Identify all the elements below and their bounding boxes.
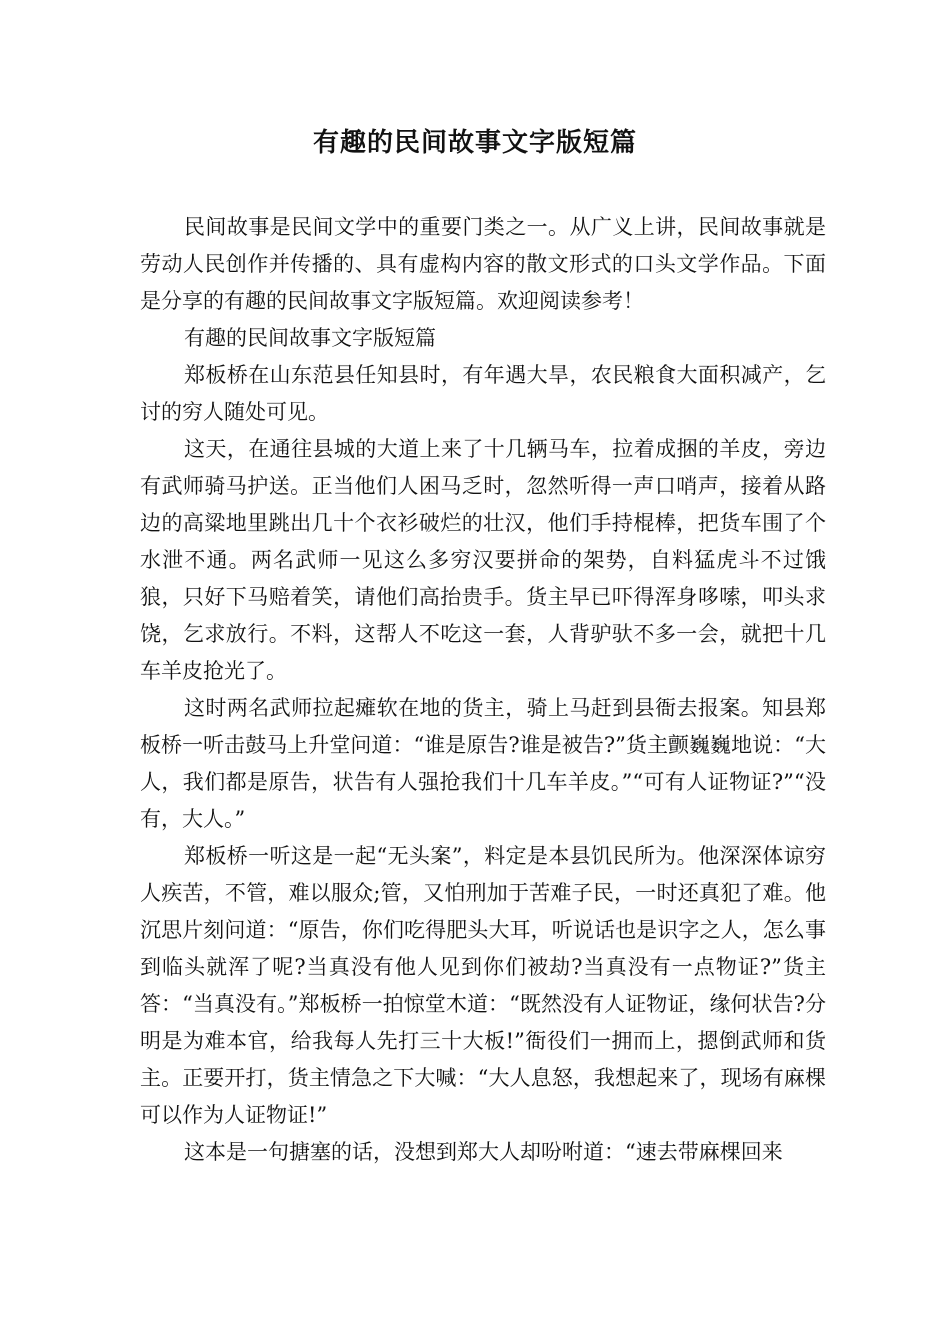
story-paragraph: 这本是一句搪塞的话，没想到郑大人却吩咐道：“速去带麻棵回来 [184, 1140, 783, 1164]
document-body [140, 209, 826, 1171]
story-paragraph: 这天，在通往县城的大道上来了十几辆马车，拉着成捆的羊皮，旁边有武师骑马护送。正当他们人困马乏时，忽然听得一声口哨声，接着从路边的高粱地里跳出几十个衣衫破烂的壮汉，他们手持棍棒，把货车围了个水泄不通。两名武师一见这么多穷汉要拼命的架势，自料猛虎斗不过饿狼，只好下马赔着笑，请他们高抬贵手。货主早已吓得浑身哆嗦，叩头求饶，乞求放行。不料，这帮人不吃这一套，人背驴驮不多一会，就把十几车羊皮抢光了。 [140, 437, 826, 683]
intro-paragraph: 民间故事是民间文学中的重要门类之一。从广义上讲，民间故事就是劳动人民创作并传播的、具有虚构内容的散文形式的口头文学作品。下面是分享的有趣的民间故事文字版短篇。欢迎阅读参考！ [140, 215, 826, 313]
story-paragraph: 郑板桥在山东范县任知县时，有年遇大旱，农民粮食大面积减产，乞讨的穷人随处可见。 [140, 363, 826, 424]
document-title: 有趣的民间故事文字版短篇 [312, 128, 637, 158]
section-heading: 有趣的民间故事文字版短篇 [184, 326, 436, 350]
story-paragraph: 这时两名武师拉起瘫软在地的货主，骑上马赶到县衙去报案。知县郑板桥一听击鼓马上升堂问道：“谁是原告?谁是被告?”货主颤巍巍地说：“大人，我们都是原告，状告有人强抢我们十几车羊皮。”“可有人证物证?”“没有，大人。” [140, 696, 826, 831]
story-paragraph: 郑板桥一听这是一起“无头案”，料定是本县饥民所为。他深深体谅穷人疾苦，不管，难以服众;管，又怕刑加于苦难子民，一时还真犯了难。他沉思片刻问道：“原告，你们吃得肥头大耳，听说话也是识字之人，怎么事到临头就浑了呢?当真没有他人见到你们被劫?当真没有一点物证?”货主答：“当真没有。”郑板桥一拍惊堂木道：“既然没有人证物证，缘何状告?分明是为难本官，给我每人先打三十大板!”衙役们一拥而上，摁倒武师和货主。正要开打，货主情急之下大喊：“大人息怒，我想起来了，现场有麻棵可以作为人证物证!” [140, 844, 826, 1127]
